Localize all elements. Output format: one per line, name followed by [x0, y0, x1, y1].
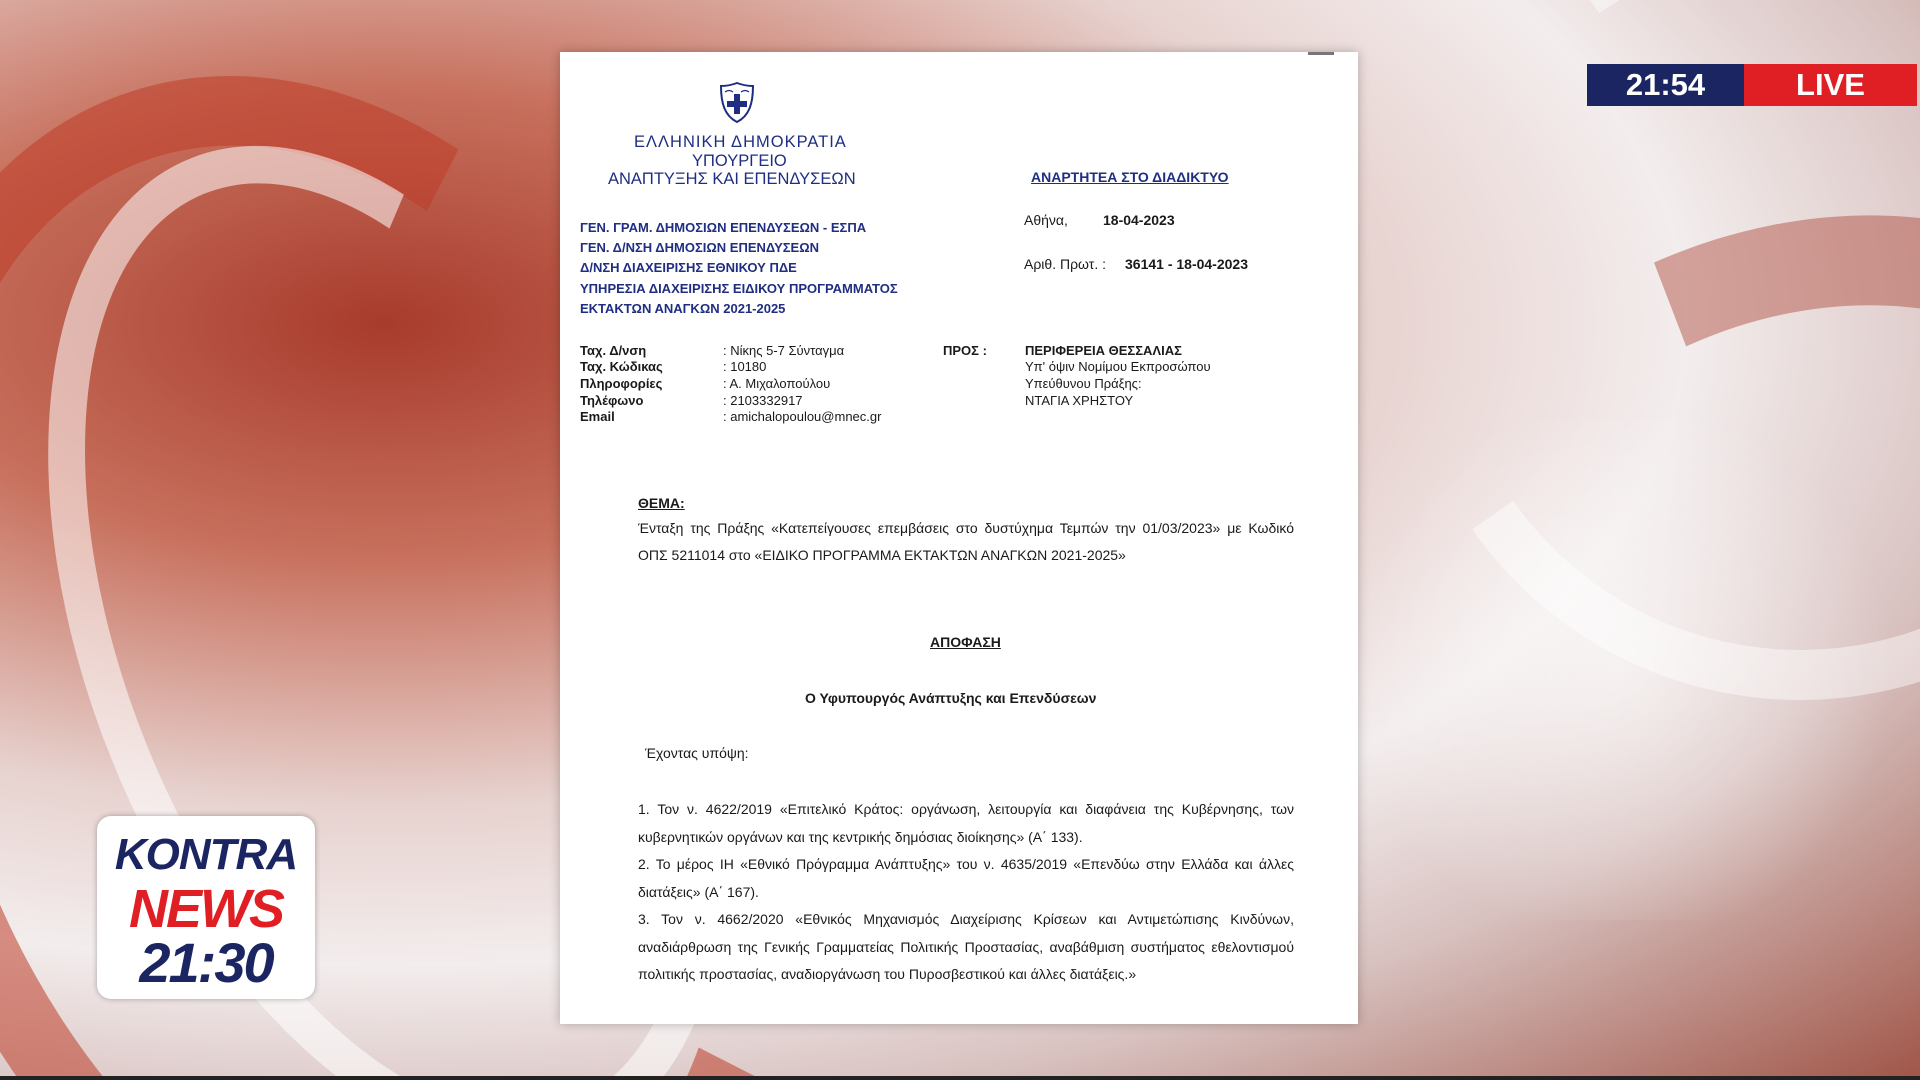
live-label: LIVE	[1744, 64, 1917, 106]
place-label: Αθήνα,	[1024, 212, 1068, 228]
office-line: ΓΕΝ. ΓΡΑΜ. ΔΗΜΟΣΙΩΝ ΕΠΕΝΔΥΣΕΩΝ - ΕΣΠΑ	[580, 220, 867, 235]
recipient-line: ΝΤΑΓΙΑ ΧΡΗΣΤΟΥ	[1025, 393, 1134, 408]
republic-title: ΕΛΛΗΝΙΚΗ ΔΗΜΟΚΡΑΤΙΑ	[634, 133, 847, 151]
minister-title: Ο Υφυπουργός Ανάπτυξης και Επενδύσεων	[805, 690, 1097, 706]
ministry-line2: ΑΝΑΠΤΥΞΗΣ ΚΑΙ ΕΠΕΝΔΥΣΕΩΝ	[608, 170, 856, 188]
list-item: 1. Τον ν. 4622/2019 «Επιτελικό Κράτος: οργάνωση, λειτουργία και διαφάνεια της Κυβέρνησης, των κυβερνητικών οργάνων και της κεντρικής δημόσιας διοίκησης» (Α΄ 133).	[638, 801, 1294, 845]
office-line: Δ/ΝΣΗ ΔΙΑΧΕΙΡΙΣΗΣ ΕΘΝΙΚΟΥ ΠΔΕ	[580, 260, 797, 275]
recipient-line: ΠΕΡΙΦΕΡΕΙΑ ΘΕΣΣΑΛΙΑΣ	[1025, 343, 1182, 358]
show-logo	[97, 816, 315, 999]
live-clock-badge	[1587, 64, 1917, 106]
contact-label: Email	[580, 409, 615, 424]
considerations-list	[638, 796, 1294, 989]
contact-label: Ταχ. Δ/νση	[580, 343, 647, 358]
having-in-mind: Έχοντας υπόψη:	[645, 745, 749, 761]
clock-time: 21:54	[1587, 64, 1744, 106]
protocol-number: 36141 - 18-04-2023	[1125, 256, 1248, 272]
ministry-line1: ΥΠΟΥΡΓΕΙΟ	[692, 152, 787, 170]
contact-value: : 10180	[723, 359, 767, 374]
office-line: ΕΚΤΑΚΤΩΝ ΑΝΑΓΚΩΝ 2021-2025	[580, 301, 786, 316]
recipient-line: Υπεύθυνου Πράξης:	[1025, 376, 1142, 391]
list-item: 2. Το μέρος ΙΗ «Εθνικό Πρόγραμμα Ανάπτυξης» του ν. 4635/2019 «Επενδύω στην Ελλάδα και άλλες διατάξεις» (Α΄ 167).	[638, 856, 1294, 900]
bottom-bar	[0, 1076, 1920, 1080]
document-page	[560, 52, 1358, 1024]
contact-label: Ταχ. Κώδικας	[580, 359, 663, 374]
contact-label: Πληροφορίες	[580, 376, 663, 391]
logo-line1: KONTRA	[114, 830, 298, 879]
background-glow	[1320, 420, 1920, 920]
document-date: 18-04-2023	[1103, 212, 1175, 228]
office-line: ΓΕΝ. Δ/ΝΣΗ ΔΗΜΟΣΙΩΝ ΕΠΕΝΔΥΣΕΩΝ	[580, 240, 820, 255]
logo-line2: NEWS	[129, 879, 283, 939]
office-line: ΥΠΗΡΕΣΙΑ ΔΙΑΧΕΙΡΙΣΗΣ ΕΙΔΙΚΟΥ ΠΡΟΓΡΑΜΜΑΤΟΣ	[580, 281, 898, 296]
to-label: ΠΡΟΣ :	[943, 343, 987, 358]
greek-emblem-icon	[717, 80, 757, 124]
logo-line3: 21:30	[139, 931, 273, 994]
decision-heading: ΑΠΟΦΑΣΗ	[930, 634, 1001, 650]
recipient-line: Υπ' όψιν Νομίμου Εκπροσώπου	[1025, 359, 1211, 374]
contact-value: : 2103332917	[723, 393, 803, 408]
contact-value: : Α. Μιχαλοπούλου	[723, 376, 831, 391]
contact-value: : amichalopoulou@mnec.gr	[723, 409, 882, 424]
contact-label: Τηλέφωνο	[580, 393, 644, 408]
protocol-label: Αριθ. Πρωτ. :	[1024, 256, 1106, 272]
contact-value: : Νίκης 5-7 Σύνταγμα	[723, 343, 845, 358]
subject-text: Ένταξη της Πράξης «Κατεπείγουσες επεμβάσεις στο δυστύχημα Τεμπών την 01/03/2023» με Κωδικό ΟΠΣ 5211014 στο «ΕΙΔΙΚΟ ΠΡΟΓΡΑΜΜΑ ΕΚΤΑΚΤΩΝ ΑΝΑΓΚΩΝ 2021-2025»	[638, 520, 1294, 563]
subject-label: ΘΕΜΑ:	[638, 495, 685, 511]
list-item: 3. Τον ν. 4662/2020 «Εθνικός Μηχανισμός Διαχείρισης Κρίσεων και Αντιμετώπισης Κινδύνων, αναδιάρθρωση της Γενικής Γραμματείας Πολιτικής Προστασίας, αναβάθμιση συστήματος εθελοντισμού πολιτικής προστασίας, αναδιοργάνωση του Πυροσβεστικού και άλλες διατάξεις.»	[638, 911, 1294, 982]
upload-notice: ΑΝΑΡΤΗΤΕΑ ΣΤΟ ΔΙΑΔΙΚΤΥΟ	[1031, 169, 1229, 185]
page-mark	[1308, 52, 1334, 55]
